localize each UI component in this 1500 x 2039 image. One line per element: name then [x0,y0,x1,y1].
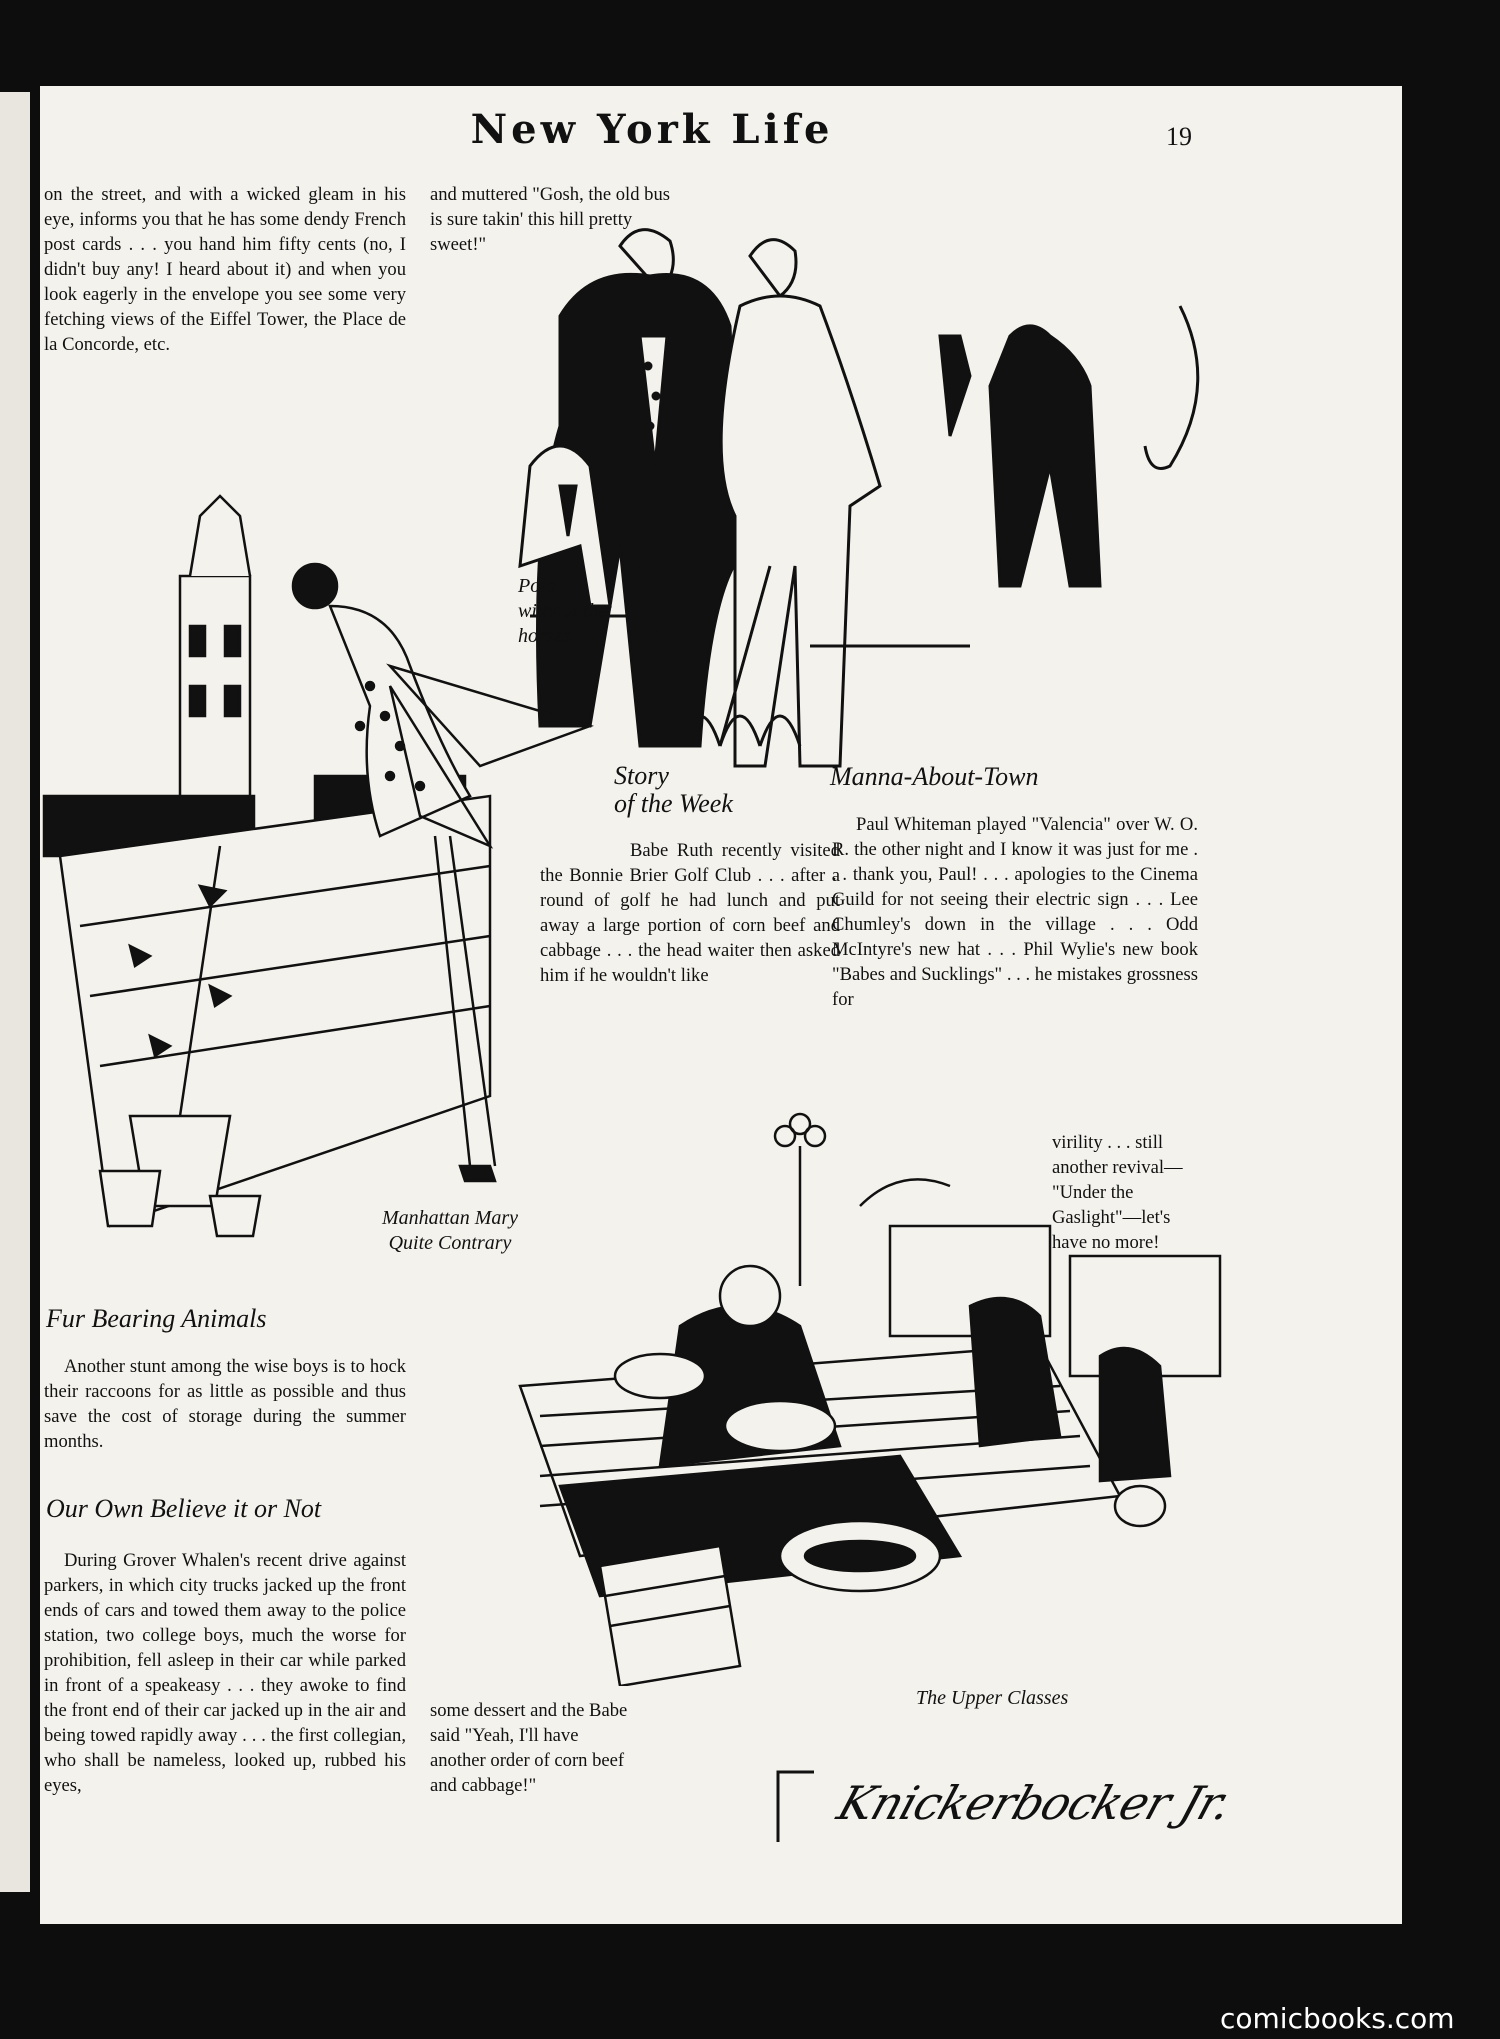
manna-about-town-text-continued: virility . . . still another revival— "Under the Gaslight"—let's have no more! [1052,1132,1183,1253]
magazine-page [40,86,1402,1924]
watermark: comicbooks.com [1220,2002,1455,2035]
previous-page-edge [0,92,30,1892]
page-header-title: New York Life [470,106,834,153]
signature-bracket [770,1766,830,1846]
upper-classes-illustration [480,1106,1240,1686]
col2-top-text: and muttered "Gosh, the old bus is sure takin' this hill pretty sweet!" [430,184,670,255]
caption-upper-classes: The Upper Classes [916,1687,1069,1709]
manna-about-town-text: Paul Whiteman played "Valencia" over W. O. R. the other night and I know it was just for me . . . thank you, Paul! . . . apologies to the Cinema Guild for not seeing their electric sign . . . Lee Chumley's down in the village . . . Odd McIntyre's new hat . . . Phil Wylie's new book "Babes and Sucklings" . . . he mistakes grossness for [832,814,1198,1010]
caption-polo: Polo without the horses [518,575,608,647]
story-of-the-week-text: Babe Ruth recently visited the Bonnie Brier Golf Club . . . after a round of golf he had lunch and put away a large portion of corn beef and cabbage . . . the head waiter then asked him if he wouldn't like [540,840,840,986]
manna-about-town-title: Manna-About-Town [830,762,1039,791]
fur-bearing-animals-title: Fur Bearing Animals [46,1304,267,1333]
story-of-the-week-title: Story of the Week [614,761,733,818]
caption-manhattan-mary: Manhattan Mary Quite Contrary [381,1207,519,1254]
col1-top-text: on the street, and with a wicked gleam in his eye, informs you that he has some dendy French post cards . . . you hand him fifty cents (no, I didn't buy any! I heard about it) and when you look eagerly in the envelope you see some very fetching views of the Eiffel Tower, the Place de la Concorde, etc. [44,184,406,355]
artist-signature: Knickerbocker Jr. [831,1776,1238,1830]
fur-bearing-animals-text: Another stunt among the wise boys is to hock their raccoons for as little as possible and thus save the cost of storage during the summer months. [44,1356,406,1452]
believe-it-or-not-title: Our Own Believe it or Not [46,1494,322,1523]
page-number: 19 [1166,122,1192,151]
believe-it-or-not-text: During Grover Whalen's recent drive against parkers, in which city trucks jacked up the front ends of cars and towed them away to the police station, two college boys, much the worse for prohibition, fell asleep in their car while parked in front of a speakeasy . . . they awoke to find the front end of their car jacked up in the air and being towed rapidly away . . . the first collegian, who shall be nameless, looked up, rubbed his eyes, [44,1550,406,1796]
story-of-the-week-continued: some dessert and the Babe said "Yeah, I'll have another order of corn beef and cabbage!" [430,1700,628,1796]
